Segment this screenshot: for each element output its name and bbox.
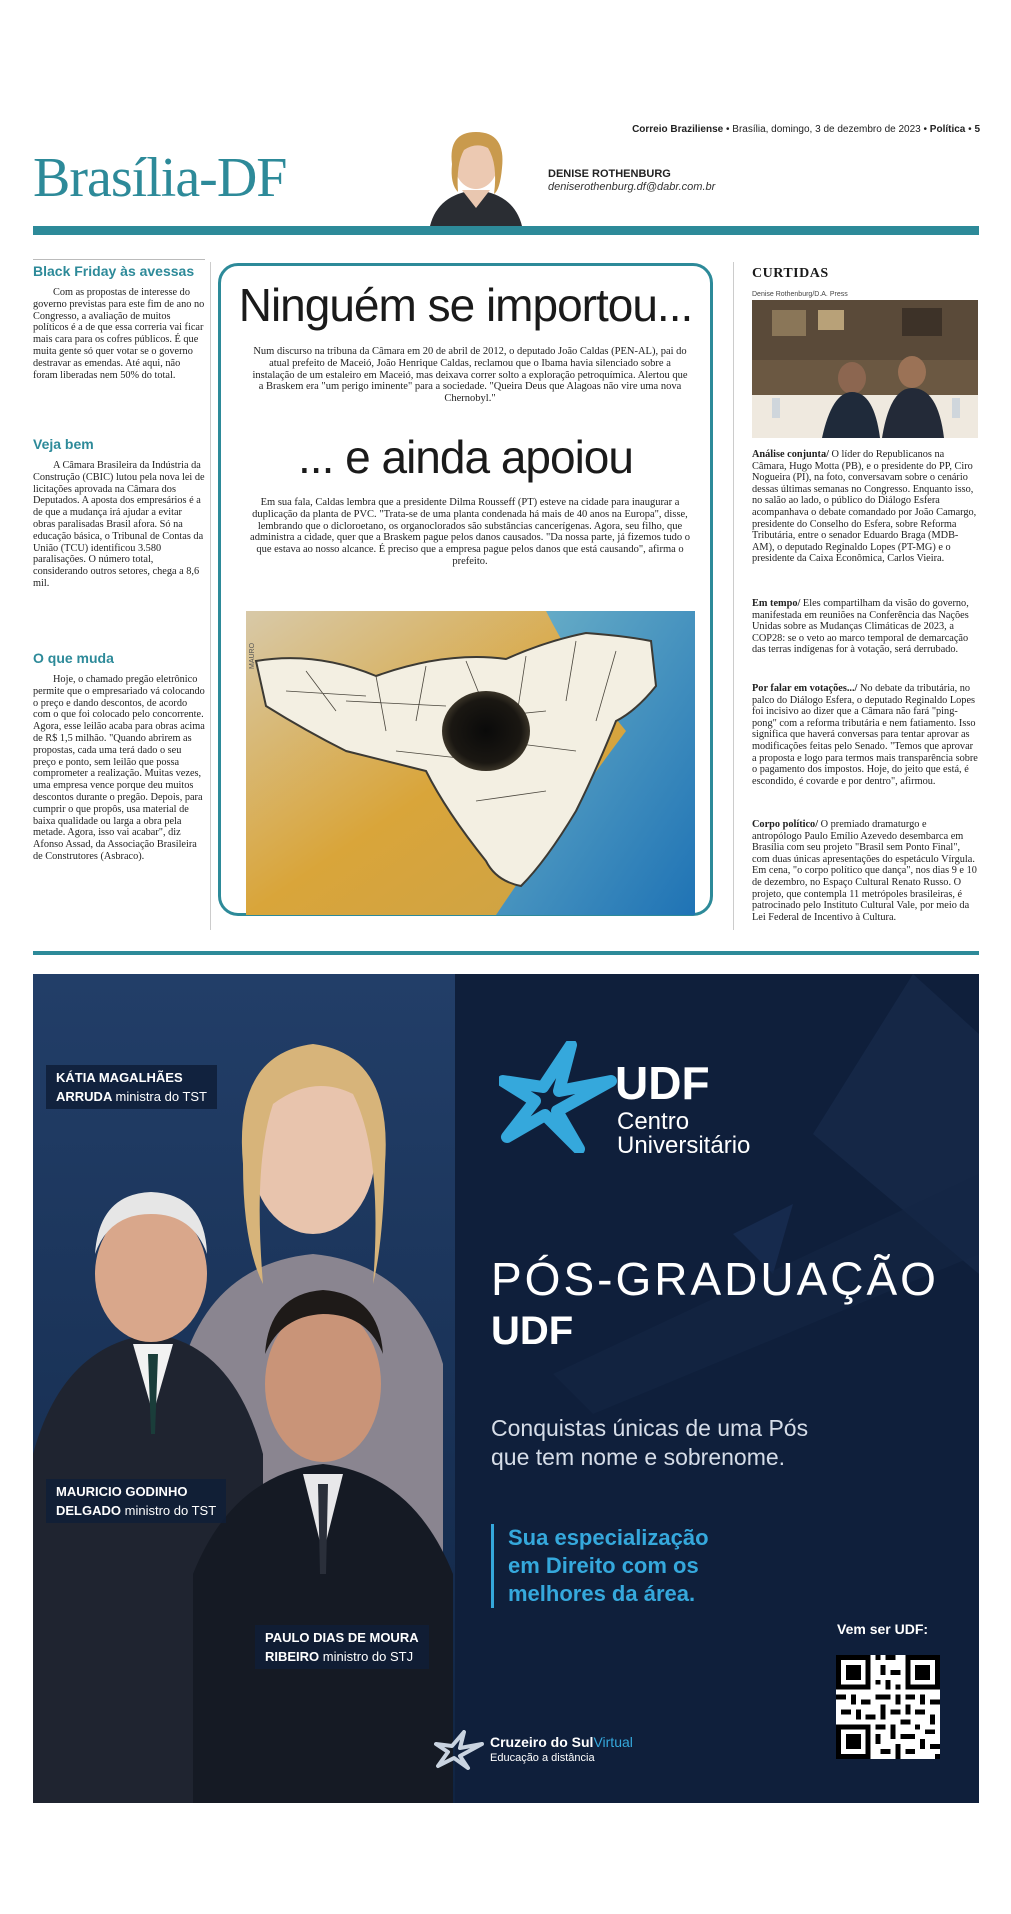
ad-tagline	[491, 1414, 808, 1472]
left-note-heading: Black Friday às avessas	[33, 263, 195, 279]
section-title: Brasília-DF	[33, 147, 287, 209]
person-1-name-2: ARRUDA	[56, 1089, 112, 1104]
column-divider	[210, 262, 211, 930]
person-2-name: MAURICIO GODINHO	[56, 1484, 188, 1499]
curtidas-photo	[752, 300, 978, 438]
note-lead: Análise conjunta/	[752, 449, 829, 460]
person-1-role: ministra do TST	[115, 1089, 207, 1104]
partner-brand-1: Cruzeiro do Sul	[490, 1734, 594, 1750]
left-note-text: Com as propostas de interesse do governo previstas para este fim de ano no Congresso, a avaliação de muitos políticos é a de que essa correria vai ficar mais cara para os cofres públicos. É que muita gente só quer votar se o governo destravar as emendas. Até aqui, não foram liberadas nem 50% do total.	[33, 287, 205, 381]
ad-highlight	[491, 1524, 709, 1608]
udf-sub-2: Universitário	[617, 1132, 751, 1159]
left-note-text: Hoje, o chamado pregão eletrônico permite que o empresariado vá colocando o preço e dando descontos, de acordo com o que foi colocado pelo concorrente. Agora, esse leilão acaba para obras acima de R$ 1,5 milhão. "Quando abrirem as propostas, cada uma terá dado o seu preço e ponto, sem leilão que possa comprometer a realização. Muitas vezes, uma empresa vence porque deu muitos descontos durante o pregão. Depois, para cumprir o que propôs, usa material de baixa qualidade ou larga a obra pela metade. Agora, isso vai acabar", diz Afonso Assad, da Associação Brasileira de Construtores (Asbraco).	[33, 674, 205, 862]
ad-highlight-2: em Direito com os	[508, 1553, 699, 1578]
curtidas-heading: CURTIDAS	[752, 266, 829, 281]
headline-2: ... e ainda apoiou	[298, 431, 633, 483]
udf-sub-1: Centro	[617, 1108, 690, 1135]
page-header-meta: Correio Braziliense • Brasília, domingo, 3 de dezembro de 2023 • Política • 5	[632, 124, 980, 135]
note-text: O premiado dramaturgo e antropólogo Paulo Emílio Azevedo desembarca em Brasília com seu projeto "Brasil sem Ponto Final", com duas únicas apresentações do espetáculo Vírgula. Em cena, "o corpo político que dança", nos dias 9 e 10 de dezembro, no Espaço Cultural Renato Russo. O projeto, que contempla 11 metrópoles brasileiras, é patrocinado pelo Instituto Cultural Vale, por meio da Lei Federal de Incentivo à Cultura.	[752, 819, 977, 923]
person-2-role: ministro do TST	[124, 1503, 217, 1518]
photo-credit: Denise Rothenburg/D.A. Press	[752, 291, 848, 298]
story-paragraph-1: Num discurso na tribuna da Câmara em 20 de abril de 2012, o deputado João Caldas (PEN-AL), pai do atual prefeito de Maceió, João Henrique Caldas, reclamou que o Ibama havia silenciado sobre a instalação de um estaleiro em Maceió, mas deixava correr solto a exploração petroquímica. Alertou que a Braskem era "um perigo iminente" para a sociedade. "Queira Deus que Alagoas não vire uma nova Chernobyl."	[252, 346, 688, 405]
person-3-role: ministro do STJ	[322, 1649, 414, 1664]
partner-brand-2: Virtual	[593, 1734, 633, 1750]
note-lead: Por falar em votações.../	[752, 683, 858, 694]
left-note-heading: O que muda	[33, 650, 114, 666]
person-3-name: PAULO DIAS DE MOURA	[265, 1630, 419, 1645]
person-3-nameplate	[255, 1625, 429, 1669]
udf-logo-subtitle	[617, 1110, 750, 1158]
ad-cta[interactable]: Vem ser UDF:	[837, 1621, 929, 1637]
section-name: Política	[929, 124, 966, 135]
page-number: 5	[974, 124, 980, 135]
udf-advertisement[interactable]	[33, 974, 979, 1803]
udf-star-icon	[499, 1041, 619, 1153]
left-note-veja-bem	[33, 436, 205, 590]
note-text: O líder do Republicanos na Câmara, Hugo Motta (PB), e o presidente do PP, Ciro Nogueira (PI), na foto, conversavam sobre o cenário dessas últimas semanas no Congresso. Enquanto isso, no salão ao lado, o público do Diálogo Esfera acompanhava o debate comandado por João Camargo, presidente do Conselho do Esfera, sobre Reforma Tributária, entre o senador Eduardo Braga (MDB-AM), o deputado Reginaldo Lopes (PT-MG) e o presidente da Caixa Econômica, Carlos Vieira.	[752, 449, 977, 565]
person-2-name-2: DELGADO	[56, 1503, 121, 1518]
header-rule	[33, 226, 979, 235]
ad-people-photo	[33, 1014, 455, 1803]
curtidas-note	[752, 449, 978, 565]
partner-brand	[490, 1734, 633, 1750]
left-note-o-que-muda	[33, 650, 205, 863]
ad-tagline-2: que tem nome e sobrenome.	[491, 1444, 786, 1470]
person-2-nameplate	[46, 1479, 226, 1523]
curtidas-note	[752, 598, 978, 656]
note-lead: Corpo político/	[752, 819, 819, 830]
note-text: Eles compartilham da visão do governo, manifestada em reuniões na Conferência das Nações Unidas sobre as Mudanças Climáticas de 2023, a COP28: se o veto ao marco temporal de demarcação das terras indígenas for à votação, será derrubado.	[752, 598, 969, 656]
columnist-name: DENISE ROTHENBURG	[548, 168, 671, 180]
alagoas-map-illustration	[246, 611, 695, 915]
story-paragraph-2: Em sua fala, Caldas lembra que a presidente Dilma Rousseff (PT) esteve na cidade para inaugurar a duplicação da planta de PVC. "Trata-se de uma planta condenada há mais de 40 anos na Europa", disse, lembrando que o dicloroetano, os organoclorados são substâncias cancerígenas. Agora, seu filho, que administra a cidade, quer que a Braskem pague pelos danos causados. "Da nossa parte, já fizemos tudo o que estava ao nosso alcance. É preciso que a empresa pague pelos danos que está causando", afirma o prefeito.	[250, 497, 690, 567]
person-1-nameplate	[46, 1065, 217, 1109]
ad-tagline-1: Conquistas únicas de uma Pós	[491, 1415, 809, 1441]
ad-highlight-3: melhores da área.	[508, 1581, 696, 1606]
person-3-name-2: RIBEIRO	[265, 1649, 320, 1664]
person-1-name: KÁTIA MAGALHÃES	[56, 1070, 183, 1085]
newspaper-name: Correio Braziliense	[632, 124, 724, 135]
headline-1: Ninguém se importou...	[238, 279, 693, 331]
bottom-rule	[33, 951, 979, 955]
column-divider	[733, 262, 734, 930]
left-note-black-friday	[33, 263, 205, 381]
ad-title-udf: UDF	[491, 1309, 574, 1353]
columnist-email[interactable]: deniserothenburg.df@dabr.com.br	[548, 181, 716, 193]
left-note-text: A Câmara Brasileira da Indústria da Construção (CBIC) lutou pela nova lei de licitações aprovada na Câmara dos Deputados. A aposta dos empresários é a de que a mudança irá ajudar a evitar obras paralisadas Brasil afora. Só na educação básica, o Tribunal de Contas da União (TCU) identificou 3.580 paralisações. O número total, considerando outros setores, chega a 8,6 mil.	[33, 460, 205, 589]
qr-code[interactable]	[836, 1655, 940, 1759]
columnist-photo	[418, 124, 536, 226]
ad-highlight-1: Sua especialização	[508, 1525, 709, 1550]
left-column-rule	[33, 259, 205, 260]
location-date: Brasília, domingo, 3 de dezembro de 2023	[732, 124, 921, 135]
illustration-signature: MAURO	[249, 642, 256, 669]
note-text: No debate da tributária, no palco do Diálogo Esfera, o deputado Reginaldo Lopes foi incisivo ao dizer que a Câmara não fará "ping-pong" com a reforma tributária e nem fatiamento. Isso significa que haverá conversas para tentar aprovar as modificações feitas pelo Senado. "Temos que aprovar a proposta e logo para termos mais transparência sobre o pagamento dos impostos. Hoje, do jeito que está, é escondido, é covarde e por dentro", afirmou.	[752, 683, 978, 787]
ad-title: PÓS-GRADUAÇÃO	[491, 1253, 939, 1305]
cruzeiro-star-icon	[434, 1730, 486, 1770]
left-note-heading: Veja bem	[33, 436, 94, 452]
udf-logo: UDF	[615, 1057, 710, 1109]
curtidas-note	[752, 819, 978, 923]
curtidas-note	[752, 683, 978, 787]
note-lead: Em tempo/	[752, 598, 801, 609]
partner-sub: Educação a distância	[490, 1752, 595, 1764]
